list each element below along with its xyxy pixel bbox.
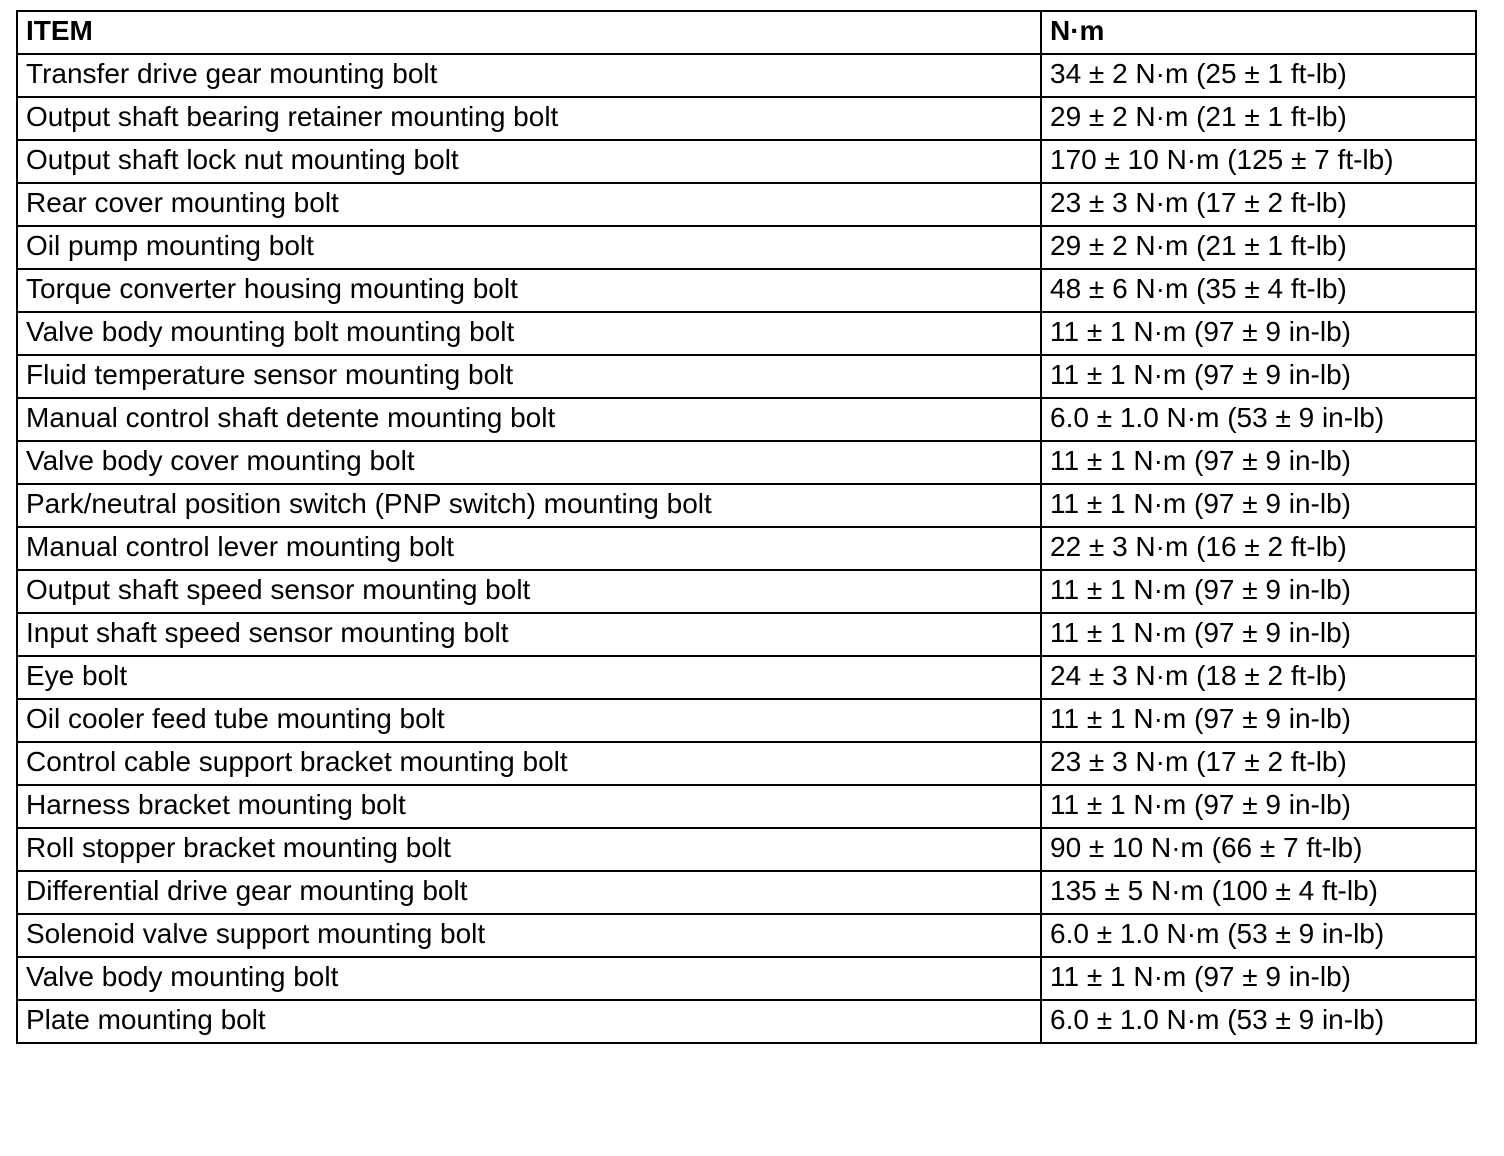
header-row [17,11,1476,54]
table-row [17,613,1476,656]
table-row [17,1000,1476,1043]
torque-cell: 11 ± 1 N·m (97 ± 9 in-lb) [1041,312,1476,355]
table-row [17,398,1476,441]
torque-cell: 34 ± 2 N·m (25 ± 1 ft-lb) [1041,54,1476,97]
table-row [17,785,1476,828]
item-cell: Manual control shaft detente mounting bolt [17,398,1041,441]
table-row [17,226,1476,269]
item-cell: Valve body mounting bolt [17,957,1041,1000]
torque-cell: 11 ± 1 N·m (97 ± 9 in-lb) [1041,785,1476,828]
item-cell: Torque converter housing mounting bolt [17,269,1041,312]
table-row [17,570,1476,613]
table-row [17,742,1476,785]
table-body [17,54,1476,1043]
item-cell: Output shaft bearing retainer mounting bolt [17,97,1041,140]
table-row [17,957,1476,1000]
table-row [17,183,1476,226]
item-cell: Oil pump mounting bolt [17,226,1041,269]
torque-cell: 6.0 ± 1.0 N·m (53 ± 9 in-lb) [1041,398,1476,441]
header-item: ITEM [17,11,1041,54]
torque-cell: 23 ± 3 N·m (17 ± 2 ft-lb) [1041,742,1476,785]
torque-cell: 170 ± 10 N·m (125 ± 7 ft-lb) [1041,140,1476,183]
torque-cell: 29 ± 2 N·m (21 ± 1 ft-lb) [1041,97,1476,140]
table-row [17,527,1476,570]
item-cell: Solenoid valve support mounting bolt [17,914,1041,957]
table-row [17,914,1476,957]
table-row [17,312,1476,355]
torque-cell: 24 ± 3 N·m (18 ± 2 ft-lb) [1041,656,1476,699]
torque-cell: 11 ± 1 N·m (97 ± 9 in-lb) [1041,441,1476,484]
table-row [17,140,1476,183]
table-row [17,97,1476,140]
torque-cell: 11 ± 1 N·m (97 ± 9 in-lb) [1041,699,1476,742]
torque-cell: 90 ± 10 N·m (66 ± 7 ft-lb) [1041,828,1476,871]
item-cell: Control cable support bracket mounting bolt [17,742,1041,785]
item-cell: Output shaft speed sensor mounting bolt [17,570,1041,613]
item-cell: Plate mounting bolt [17,1000,1041,1043]
table-row [17,355,1476,398]
table-row [17,699,1476,742]
item-cell: Eye bolt [17,656,1041,699]
torque-cell: 11 ± 1 N·m (97 ± 9 in-lb) [1041,355,1476,398]
torque-cell: 11 ± 1 N·m (97 ± 9 in-lb) [1041,957,1476,1000]
table-row [17,269,1476,312]
table-header [17,11,1476,54]
torque-cell: 6.0 ± 1.0 N·m (53 ± 9 in-lb) [1041,914,1476,957]
torque-cell: 6.0 ± 1.0 N·m (53 ± 9 in-lb) [1041,1000,1476,1043]
table-row [17,54,1476,97]
torque-spec-table [16,10,1477,1044]
item-cell: Harness bracket mounting bolt [17,785,1041,828]
torque-cell: 29 ± 2 N·m (21 ± 1 ft-lb) [1041,226,1476,269]
item-cell: Input shaft speed sensor mounting bolt [17,613,1041,656]
item-cell: Transfer drive gear mounting bolt [17,54,1041,97]
item-cell: Park/neutral position switch (PNP switch) mounting bolt [17,484,1041,527]
header-torque: N·m [1041,11,1476,54]
torque-cell: 11 ± 1 N·m (97 ± 9 in-lb) [1041,484,1476,527]
item-cell: Output shaft lock nut mounting bolt [17,140,1041,183]
torque-cell: 22 ± 3 N·m (16 ± 2 ft-lb) [1041,527,1476,570]
item-cell: Rear cover mounting bolt [17,183,1041,226]
item-cell: Differential drive gear mounting bolt [17,871,1041,914]
torque-cell: 48 ± 6 N·m (35 ± 4 ft-lb) [1041,269,1476,312]
torque-cell: 135 ± 5 N·m (100 ± 4 ft-lb) [1041,871,1476,914]
table-row [17,871,1476,914]
table-row [17,484,1476,527]
item-cell: Oil cooler feed tube mounting bolt [17,699,1041,742]
torque-cell: 23 ± 3 N·m (17 ± 2 ft-lb) [1041,183,1476,226]
table-row [17,828,1476,871]
torque-cell: 11 ± 1 N·m (97 ± 9 in-lb) [1041,570,1476,613]
item-cell: Roll stopper bracket mounting bolt [17,828,1041,871]
item-cell: Manual control lever mounting bolt [17,527,1041,570]
table-row [17,656,1476,699]
item-cell: Valve body mounting bolt mounting bolt [17,312,1041,355]
item-cell: Valve body cover mounting bolt [17,441,1041,484]
item-cell: Fluid temperature sensor mounting bolt [17,355,1041,398]
torque-cell: 11 ± 1 N·m (97 ± 9 in-lb) [1041,613,1476,656]
table-row [17,441,1476,484]
